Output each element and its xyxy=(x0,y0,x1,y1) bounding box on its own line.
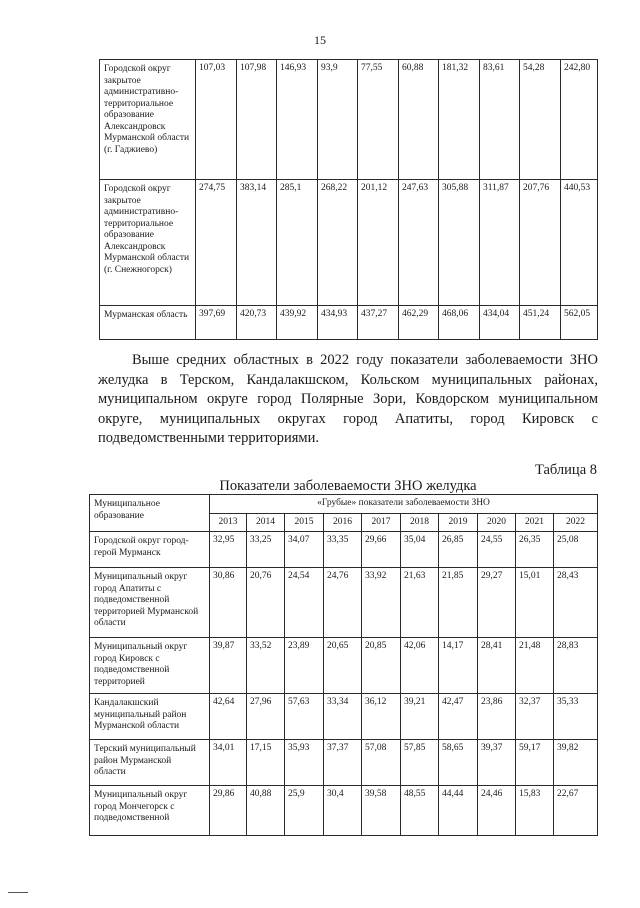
year-header: 2020 xyxy=(478,513,516,532)
table-cell: 39,58 xyxy=(362,786,401,836)
table-cell: 23,86 xyxy=(478,694,516,740)
table-cell: 268,22 xyxy=(318,180,358,306)
table-cell: 37,37 xyxy=(324,740,362,786)
table-row xyxy=(100,306,598,340)
table-cell: 83,61 xyxy=(480,60,520,180)
table-cell: 434,93 xyxy=(318,306,358,340)
table-row xyxy=(90,694,598,740)
row-label: Мурманская область xyxy=(100,306,196,340)
table-cell: 26,85 xyxy=(439,532,478,568)
year-header: 2013 xyxy=(210,513,247,532)
table-row xyxy=(90,638,598,694)
table-cell: 33,52 xyxy=(247,638,285,694)
table-cell: 285,1 xyxy=(277,180,318,306)
table-cell: 29,27 xyxy=(478,568,516,638)
table-cell: 107,03 xyxy=(196,60,237,180)
table-cell: 439,92 xyxy=(277,306,318,340)
table-cell: 25,9 xyxy=(285,786,324,836)
table-cell: 22,67 xyxy=(554,786,598,836)
table-cell: 39,21 xyxy=(401,694,439,740)
table-cell: 30,86 xyxy=(210,568,247,638)
row-label: Муниципальный округ город Кировск с подведомственной территорией xyxy=(90,638,210,694)
table-cell: 15,83 xyxy=(516,786,554,836)
table-cell: 58,65 xyxy=(439,740,478,786)
year-header: 2016 xyxy=(324,513,362,532)
table-cell: 42,06 xyxy=(401,638,439,694)
row-label: Городской округ закрытое административно-территориальное образование Александровск Мурманской области (г. Гаджиево) xyxy=(100,60,196,180)
column-group-header: «Грубые» показатели заболеваемости ЗНО xyxy=(210,495,598,514)
row-label: Кандалакшский муниципальный район Мурманской области xyxy=(90,694,210,740)
table-cell: 23,89 xyxy=(285,638,324,694)
table-cell: 305,88 xyxy=(439,180,480,306)
table-cell: 434,04 xyxy=(480,306,520,340)
table-cell: 35,33 xyxy=(554,694,598,740)
table-cell: 35,93 xyxy=(285,740,324,786)
table-cell: 39,82 xyxy=(554,740,598,786)
table-cell: 35,04 xyxy=(401,532,439,568)
row-label: Городской округ город-герой Мурманск xyxy=(90,532,210,568)
table-cell: 21,85 xyxy=(439,568,478,638)
table-cell: 40,88 xyxy=(247,786,285,836)
table-cell: 247,63 xyxy=(399,180,439,306)
table-cell: 54,28 xyxy=(520,60,561,180)
table-cell: 15,01 xyxy=(516,568,554,638)
table-cell: 207,76 xyxy=(520,180,561,306)
table-cell: 28,83 xyxy=(554,638,598,694)
table-cell: 451,24 xyxy=(520,306,561,340)
year-header: 2015 xyxy=(285,513,324,532)
year-header: 2018 xyxy=(401,513,439,532)
table-cell: 181,32 xyxy=(439,60,480,180)
table-cell: 77,55 xyxy=(358,60,399,180)
table-cell: 462,29 xyxy=(399,306,439,340)
year-header: 2014 xyxy=(247,513,285,532)
table-cell: 36,12 xyxy=(362,694,401,740)
table-cell: 468,06 xyxy=(439,306,480,340)
table-cell: 28,43 xyxy=(554,568,598,638)
year-header: 2019 xyxy=(439,513,478,532)
year-header: 2017 xyxy=(362,513,401,532)
table-cell: 59,17 xyxy=(516,740,554,786)
row-label: Муниципальный округ город Апатиты с подведомственной территорией Мурманской области xyxy=(90,568,210,638)
table-cell: 29,86 xyxy=(210,786,247,836)
table-cell: 27,96 xyxy=(247,694,285,740)
table-cell: 42,64 xyxy=(210,694,247,740)
table-8 xyxy=(89,494,598,836)
table-row xyxy=(90,532,598,568)
column-header-municipality: Муниципальное образование xyxy=(90,495,210,532)
table-cell: 24,55 xyxy=(478,532,516,568)
table-cell: 201,12 xyxy=(358,180,399,306)
table-cell: 21,48 xyxy=(516,638,554,694)
table-cell: 21,63 xyxy=(401,568,439,638)
table-cell: 26,35 xyxy=(516,532,554,568)
table-cell: 562,05 xyxy=(561,306,598,340)
table-cell: 39,37 xyxy=(478,740,516,786)
table-cell: 420,73 xyxy=(237,306,277,340)
table-cell: 437,27 xyxy=(358,306,399,340)
table-cell: 42,47 xyxy=(439,694,478,740)
table-cell: 57,08 xyxy=(362,740,401,786)
table-cell: 32,95 xyxy=(210,532,247,568)
table-cell: 146,93 xyxy=(277,60,318,180)
table-cell: 57,63 xyxy=(285,694,324,740)
table-cell: 24,46 xyxy=(478,786,516,836)
body-paragraph: Выше средних областных в 2022 году показатели заболеваемости ЗНО желудка в Терском, Кандалакшском, Кольском муниципальных районах, муниципальном округе город Полярные Зори, Ковдорском муниципальном округе, муниципальных округах город Апатиты, город Кировск с подведомственными территориями. xyxy=(98,352,598,446)
table-cell: 30,4 xyxy=(324,786,362,836)
table-cell: 48,55 xyxy=(401,786,439,836)
table-cell: 44,44 xyxy=(439,786,478,836)
table-cell: 60,88 xyxy=(399,60,439,180)
table-cell: 24,54 xyxy=(285,568,324,638)
table-title: Показатели заболеваемости ЗНО желудка xyxy=(219,478,477,494)
table-row xyxy=(90,568,598,638)
row-label: Муниципальный округ город Мончегорск с подведомственной xyxy=(90,786,210,836)
table-cell: 25,08 xyxy=(554,532,598,568)
table-cell: 242,80 xyxy=(561,60,598,180)
table-cell: 33,34 xyxy=(324,694,362,740)
table-cell: 39,87 xyxy=(210,638,247,694)
table-row xyxy=(90,740,598,786)
table-cell: 24,76 xyxy=(324,568,362,638)
table-cell: 14,17 xyxy=(439,638,478,694)
table-row xyxy=(100,180,598,306)
page-number: 15 xyxy=(314,33,326,47)
table-cell: 20,65 xyxy=(324,638,362,694)
table-row xyxy=(90,786,598,836)
table-cell: 33,92 xyxy=(362,568,401,638)
table-cell: 34,07 xyxy=(285,532,324,568)
table-cell: 93,9 xyxy=(318,60,358,180)
scan-mark xyxy=(8,892,28,893)
table-label: Таблица 8 xyxy=(534,462,597,478)
table-cell: 33,25 xyxy=(247,532,285,568)
table-cell: 20,76 xyxy=(247,568,285,638)
table-cell: 440,53 xyxy=(561,180,598,306)
table-cell: 34,01 xyxy=(210,740,247,786)
table-cell: 29,66 xyxy=(362,532,401,568)
table-cell: 28,41 xyxy=(478,638,516,694)
table-row xyxy=(100,60,598,180)
table-continued xyxy=(99,59,598,340)
table-cell: 383,14 xyxy=(237,180,277,306)
table-cell: 57,85 xyxy=(401,740,439,786)
table-cell: 274,75 xyxy=(196,180,237,306)
table-cell: 311,87 xyxy=(480,180,520,306)
year-header: 2022 xyxy=(554,513,598,532)
table-cell: 397,69 xyxy=(196,306,237,340)
table-cell: 20,85 xyxy=(362,638,401,694)
row-label: Терский муниципальный район Мурманской области xyxy=(90,740,210,786)
table-cell: 17,15 xyxy=(247,740,285,786)
table-cell: 107,98 xyxy=(237,60,277,180)
year-header: 2021 xyxy=(516,513,554,532)
table-cell: 32,37 xyxy=(516,694,554,740)
row-label: Городской округ закрытое административно-территориальное образование Александровск Мурманской области (г. Снежногорск) xyxy=(100,180,196,306)
table-cell: 33,35 xyxy=(324,532,362,568)
